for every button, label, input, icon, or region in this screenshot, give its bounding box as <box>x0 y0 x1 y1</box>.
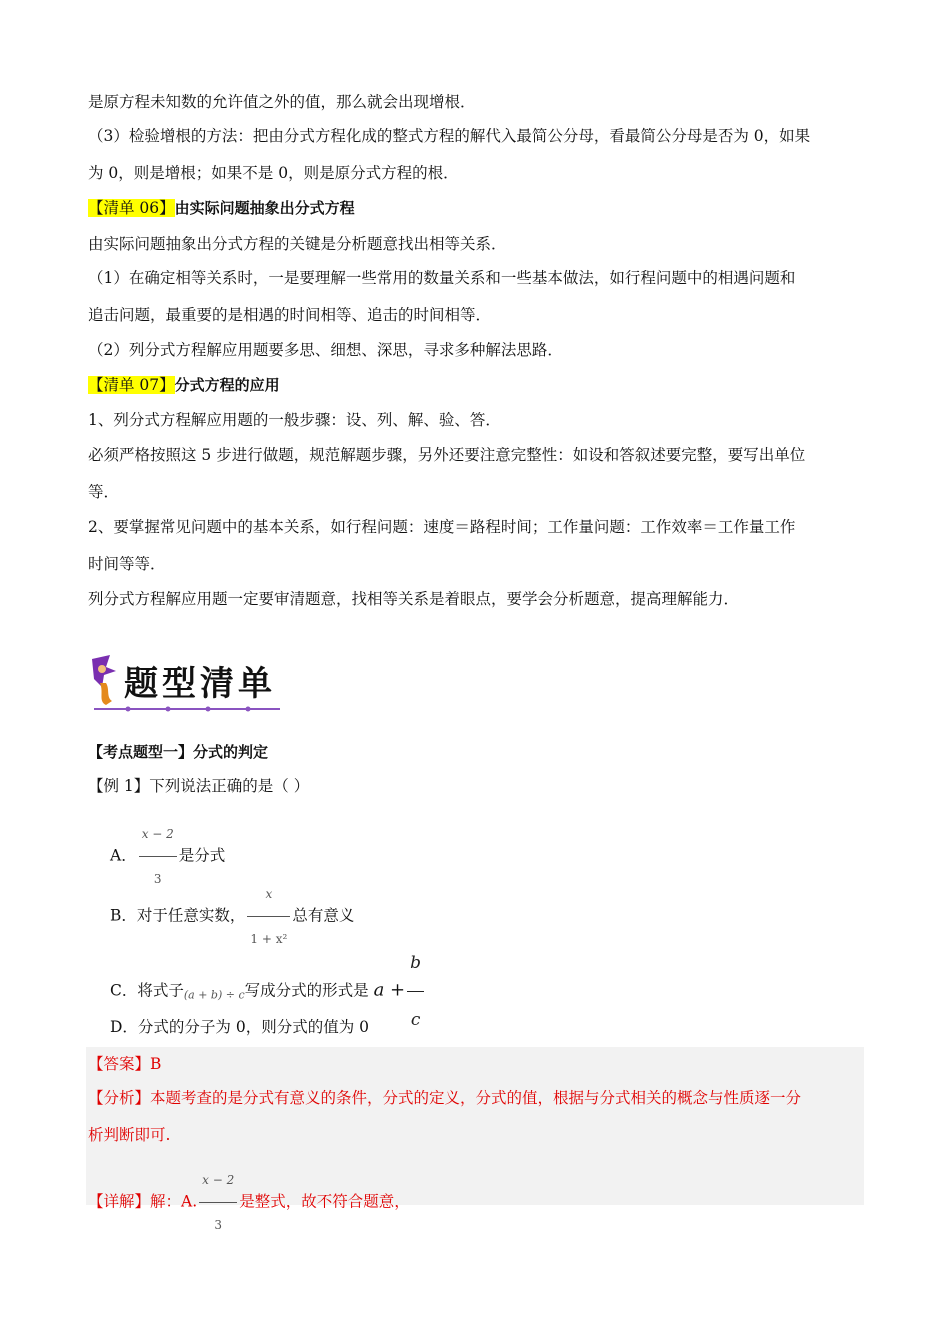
section-07-heading <box>88 375 280 395</box>
answer-label: 【答案】B <box>88 1055 162 1073</box>
section-06-title: 由实际问题抽象出分式方程 <box>174 199 355 217</box>
detail-numerator: x − 2 <box>202 1173 235 1187</box>
section-07-tag: 【清单 07】 <box>88 376 175 394</box>
option-c-denominator: c <box>407 991 424 1048</box>
option-b-denominator: 1 + x² <box>247 916 290 961</box>
banner-title: 题型清单 <box>124 664 276 704</box>
section-07-p6: 列分式方程解应用题一定要审清题意，找相等关系是着眼点，要学会分析题意，提高理解能力． <box>88 590 740 608</box>
intro-line-3: 为 0，则是增根；如果不是 0，则是原分式方程的根． <box>88 164 459 182</box>
option-c-fraction <box>407 935 424 1048</box>
section-06-p1: 由实际问题抽象出分式方程的关键是分析题意找出相等关系． <box>88 235 507 253</box>
option-c-numerator: b <box>410 953 422 973</box>
option-d: D．分式的分子为 0，则分式的值为 0 <box>110 1018 370 1036</box>
intro-line-2: （3）检验增根的方法：把由分式方程化成的整式方程的解代入最简公分母，看最简公分母是否为 0，如果 <box>88 127 811 145</box>
option-c-label: C．将式子 <box>110 981 184 1000</box>
section-06-tag: 【清单 06】 <box>88 199 175 217</box>
section-06-heading <box>88 198 355 218</box>
section-07-title: 分式方程的应用 <box>174 376 280 394</box>
section-07-p2: 必须严格按照这 5 步进行做题，规范解题步骤，另外还要注意完整性：如设和答叙述要完整，要写出单位 <box>88 446 806 464</box>
option-c-text: 写成分式的形式是 <box>244 981 369 1000</box>
wizard-figure-icon <box>92 655 116 705</box>
detail-line <box>88 1158 410 1247</box>
detail-label: 【详解】解：A. <box>88 1192 198 1211</box>
option-c-lead: a + <box>373 979 406 1001</box>
detail-denominator: 3 <box>199 1202 237 1247</box>
section-06-p4: （2）列分式方程解应用题要多思、细想、深思，寻求多种解法思路． <box>88 341 563 359</box>
section-07-p1: 1、列分式方程解应用题的一般步骤：设、列、解、验、答． <box>88 411 501 429</box>
section-07-p5: 时间等等． <box>88 555 166 573</box>
section-07-p3: 等． <box>88 483 120 501</box>
option-b-label: B．对于任意实数， <box>110 906 246 925</box>
option-a-label: A． <box>110 846 137 865</box>
option-c-expression: (a + b) ÷ c <box>183 988 245 1002</box>
section-06-p2: （1）在确定相等关系时，一是要理解一些常用的数量关系和一些基本做法，如行程问题中的相遇问题和 <box>88 269 796 287</box>
intro-line-1: 是原方程未知数的允许值之外的值，那么就会出现增根． <box>88 93 476 111</box>
section-06-p3: 追击问题，最重要的是相遇的时间相等、追击的时间相等． <box>88 306 492 324</box>
analysis-line-1: 【分析】本题考查的是分式有意义的条件，分式的定义，分式的值，根据与分式相关的概念与性质逐一分 <box>88 1089 802 1107</box>
question-stem: 【例 1】下列说法正确的是（ ） <box>88 777 310 795</box>
option-a-denominator: 3 <box>139 856 177 901</box>
section-banner <box>88 653 288 717</box>
detail-text: 是整式，故不符合题意， <box>239 1192 410 1211</box>
option-b-numerator: x <box>265 887 273 901</box>
option-a-numerator: x − 2 <box>141 827 174 841</box>
section-07-p4: 2、要掌握常见问题中的基本关系，如行程问题：速度＝路程时间；工作量问题：工作效率＝工作量工作 <box>88 518 796 536</box>
option-b-text: 总有意义 <box>292 906 355 925</box>
option-a-text: 是分式 <box>178 846 226 865</box>
question-type-heading: 【考点题型一】分式的判定 <box>88 743 269 761</box>
analysis-line-2: 析判断即可. <box>88 1126 171 1144</box>
detail-fraction <box>199 1158 237 1247</box>
